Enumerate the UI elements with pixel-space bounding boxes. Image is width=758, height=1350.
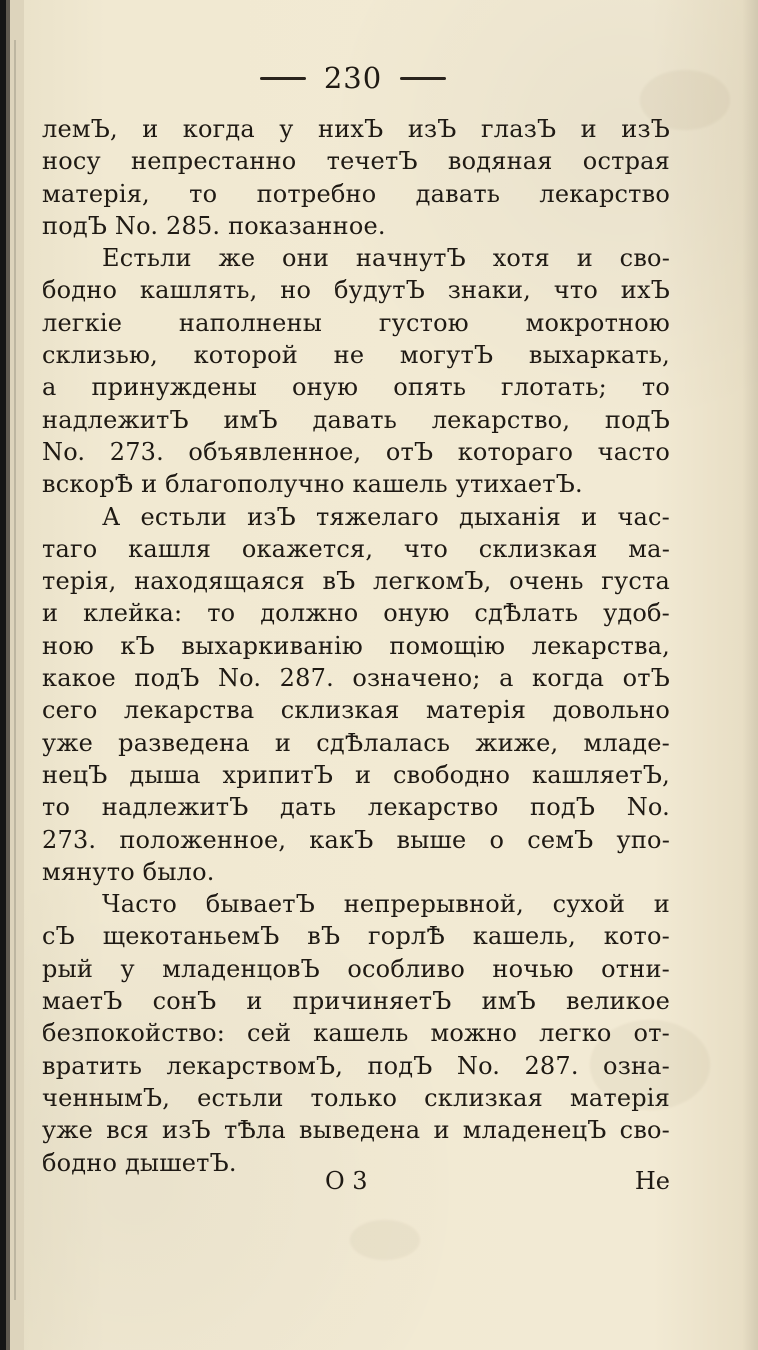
text-line: таго кашля окажется, что склизкая ма-	[42, 534, 670, 563]
text-line: нецЪ дыша хрипитЪ и свободно кашляетЪ,	[42, 760, 670, 789]
catchword: Не	[634, 1167, 670, 1195]
text-line: вратить лекарствомЪ, подЪ No. 287. озна-	[42, 1051, 670, 1080]
text-line: и клейка: то должно оную сдѢлать удоб-	[42, 599, 670, 628]
text-line: легкіе наполнены густою мокротною	[42, 308, 670, 337]
text-line: подЪ No. 285. показанное.	[42, 211, 386, 240]
text-line: то надлежитЪ дать лекарство подЪ No.	[42, 793, 670, 822]
text-line: склизью, которой не могутЪ выхаркать,	[42, 341, 670, 370]
text-line: матерія, то потребно давать лекарство	[42, 179, 670, 208]
text-line: а принуждены оную опять глотать; то	[42, 373, 670, 402]
text-line: 273. положенное, какЪ выше о семЪ упо-	[42, 825, 670, 854]
text-line: сЪ щекотаньемЪ вЪ горлѢ кашель, кото-	[42, 922, 670, 951]
text-line: ченнымЪ, естьли только склизкая матерія	[42, 1083, 670, 1112]
text-line: уже разведена и сдѢлалась жиже, младе-	[42, 728, 670, 757]
text-line: бодно кашлять, но будутЪ знаки, что ихЪ	[42, 276, 670, 305]
text-line: лемЪ, и когда у нихЪ изЪ глазЪ и изЪ	[42, 115, 670, 143]
text-line: сего лекарства склизкая матерія довольно	[42, 696, 670, 725]
text-line: безпокойство: сей кашель можно легко от-	[42, 1019, 670, 1048]
signature-mark: О 3	[325, 1167, 368, 1195]
text-line: терія, находящаяся вЪ легкомЪ, очень густа	[42, 567, 670, 596]
text-line: надлежитЪ имЪ давать лекарство, подЪ	[42, 405, 670, 434]
text-line: маетЪ сонЪ и причиняетЪ имЪ великое	[42, 987, 670, 1016]
header-right-rule	[400, 77, 446, 80]
paragraph-start-line: А естьли изЪ тяжелаго дыханія и час-	[102, 502, 670, 531]
header-left-rule	[260, 77, 306, 80]
paragraph-start-line: Часто бываетЪ непрерывной, сухой и	[102, 890, 670, 919]
page-header	[260, 58, 446, 98]
book-binding	[0, 0, 24, 1350]
paragraph-start-line: Естьли же они начнутЪ хотя и сво-	[102, 244, 670, 273]
text-line: мянуто было.	[42, 857, 215, 886]
text-line: No. 273. объявленное, отЪ котораго часто	[42, 437, 670, 466]
text-line: вскорѢ и благополучно кашель утихаетЪ.	[42, 470, 583, 499]
text-line: ною кЪ выхаркиванію помощію лекарства,	[42, 631, 670, 660]
page-number: 230	[323, 60, 383, 95]
text-line: уже вся изЪ тѢла выведена и младенецЪ сво-	[42, 1116, 670, 1145]
text-line: носу непрестанно течетЪ водяная острая	[42, 147, 670, 176]
page-footer	[42, 1164, 670, 1198]
paper-stain	[350, 1220, 420, 1260]
text-line: бодно дышетЪ.	[42, 1148, 237, 1177]
text-line: какое подЪ No. 287. означено; а когда отЪ	[42, 664, 670, 693]
text-line: рый у младенцовЪ особливо ночью отни-	[42, 954, 670, 983]
page-edge	[742, 0, 758, 1350]
page-text	[42, 113, 670, 1179]
